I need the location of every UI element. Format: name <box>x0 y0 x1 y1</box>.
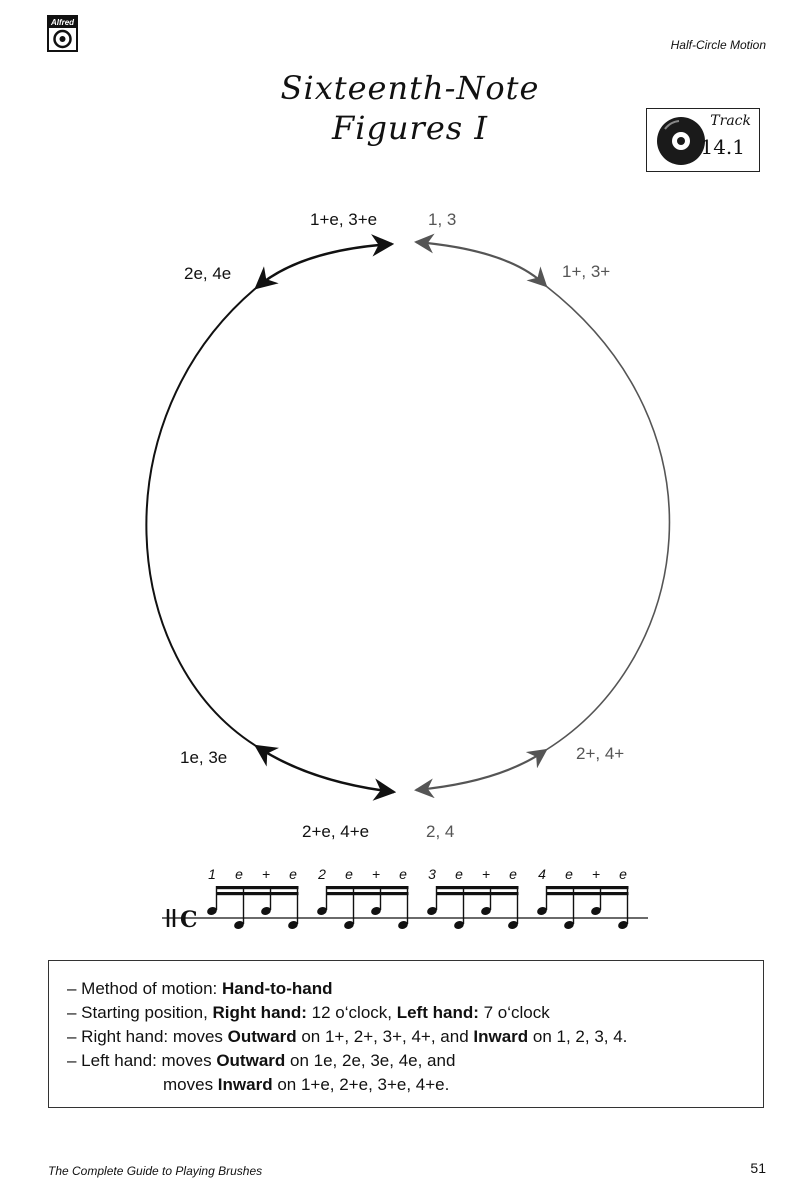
count-label: + <box>481 866 491 882</box>
count-label: e <box>565 866 573 882</box>
instructions-box <box>48 960 764 1108</box>
instruction-starting-position: – Starting position, Right hand: 12 o‘clock, Left hand: 7 o‘clock <box>67 1003 550 1022</box>
label-top-left: 1+e, 3+e <box>310 210 378 229</box>
count-label: e <box>399 866 407 882</box>
note-beam <box>546 892 629 895</box>
instruction-left-hand: – Left hand: moves Outward on 1e, 2e, 3e, 4e, and <box>67 1051 456 1070</box>
track-number: 14.1 <box>700 135 745 159</box>
count-labels <box>208 866 627 882</box>
label-lower-left: 1e, 3e <box>180 748 228 767</box>
note-groups <box>206 886 629 930</box>
common-time-sign: C <box>180 907 198 933</box>
title-line-1: Sixteenth-Note <box>280 69 540 107</box>
note-beam <box>436 886 519 889</box>
title-line-2: Figures I <box>332 109 488 147</box>
track-label: Track <box>710 113 751 129</box>
count-label: + <box>371 866 381 882</box>
count-label: 3 <box>428 866 436 882</box>
note-beam <box>216 886 299 889</box>
label-bottom-left: 2+e, 4+e <box>302 822 370 841</box>
label-bottom-right: 2, 4 <box>426 822 455 841</box>
note-beam <box>326 886 409 889</box>
count-label: 1 <box>208 866 216 882</box>
page-number: 51 <box>750 1160 766 1176</box>
logo-text: Alfred <box>50 18 75 27</box>
count-label: 2 <box>318 866 326 882</box>
count-label: + <box>261 866 271 882</box>
note-beam <box>546 886 629 889</box>
count-label: e <box>619 866 627 882</box>
instruction-right-hand: – Right hand: moves Outward on 1+, 2+, 3+, 4+, and Inward on 1, 2, 3, 4. <box>67 1027 628 1046</box>
label-top-right: 1, 3 <box>428 210 457 229</box>
count-label: e <box>289 866 297 882</box>
instruction-left-hand-cont: moves Inward on 1+e, 2+e, 3+e, 4+e. <box>163 1075 450 1094</box>
count-label: 4 <box>538 866 546 882</box>
count-label: + <box>591 866 601 882</box>
count-label: e <box>455 866 463 882</box>
count-label: e <box>509 866 517 882</box>
count-label: e <box>235 866 243 882</box>
section-title: Half-Circle Motion <box>670 38 766 52</box>
label-upper-right: 1+, 3+ <box>562 262 611 281</box>
note-beam <box>436 892 519 895</box>
note-beam <box>326 892 409 895</box>
label-upper-left: 2e, 4e <box>184 264 232 283</box>
count-label: e <box>345 866 353 882</box>
label-lower-right: 2+, 4+ <box>576 744 625 763</box>
note-beam <box>216 892 299 895</box>
book-title: The Complete Guide to Playing Brushes <box>48 1164 263 1178</box>
instruction-method: – Method of motion: Hand-to-hand <box>67 979 333 998</box>
